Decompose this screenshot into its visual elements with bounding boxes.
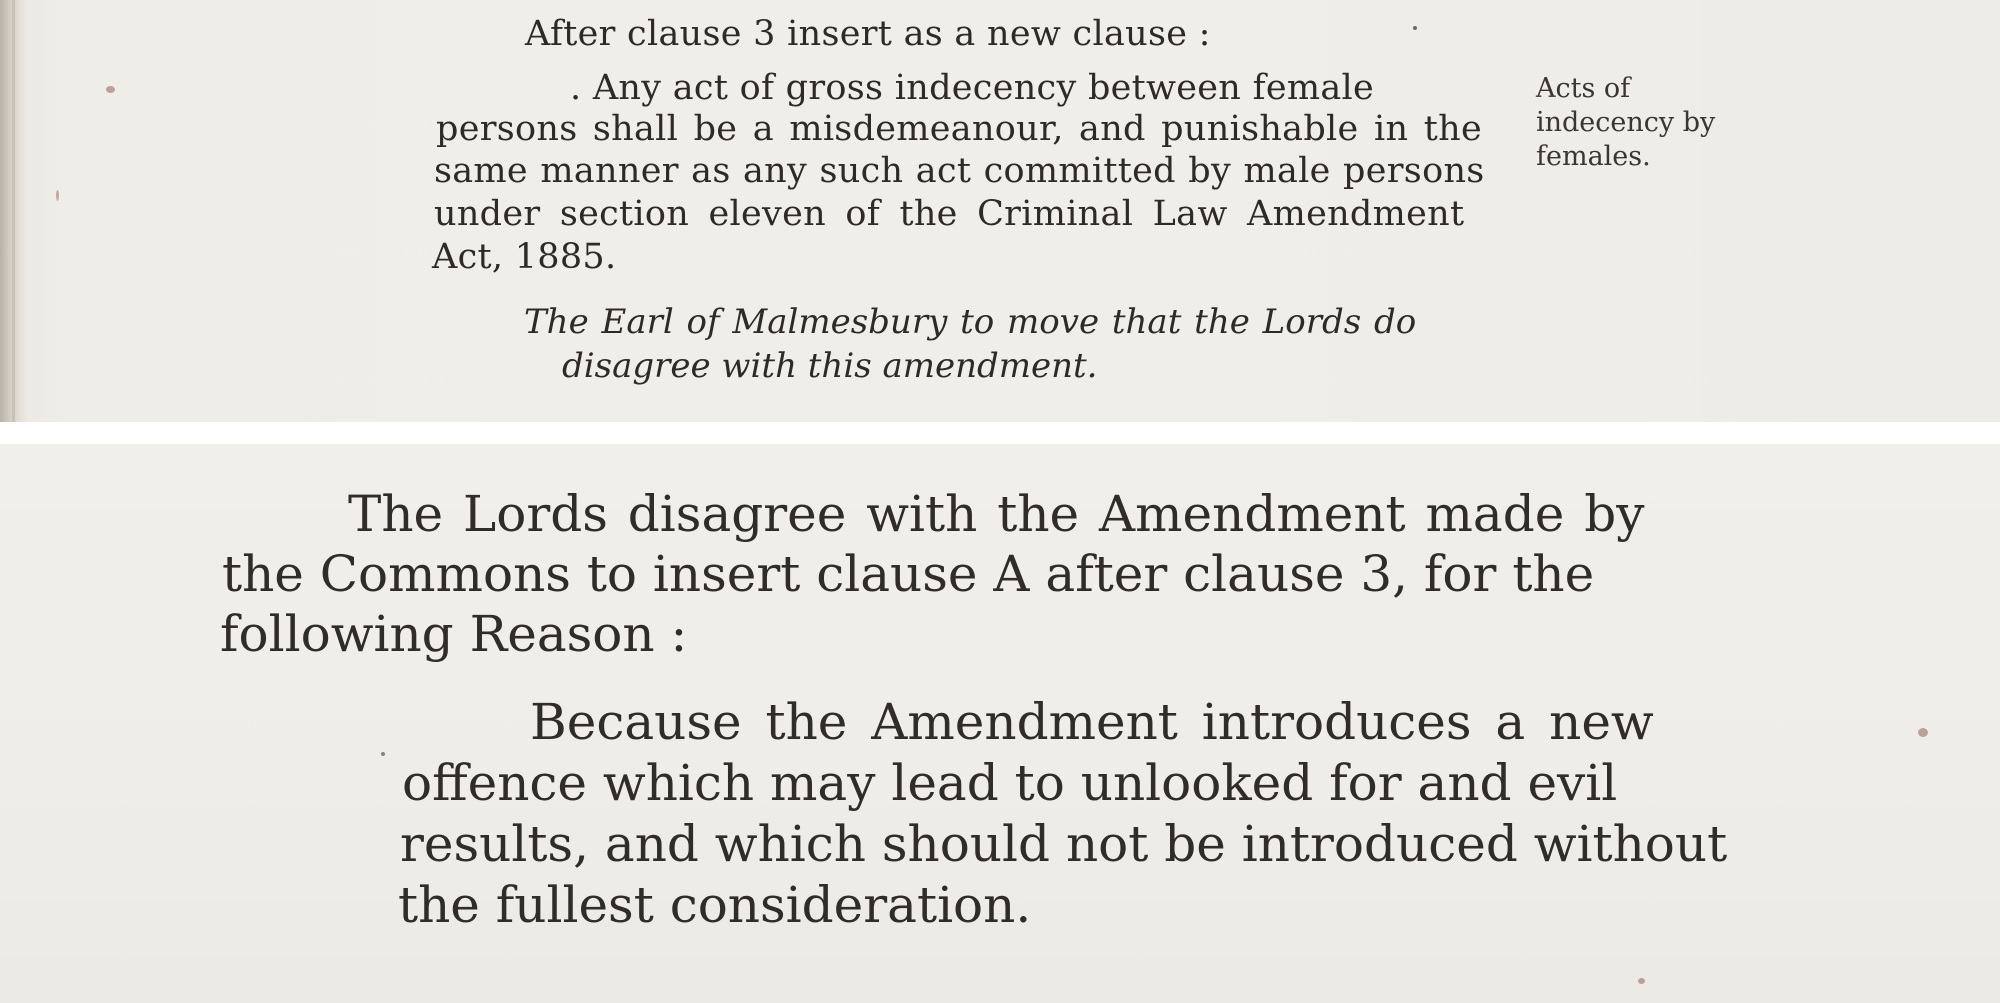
reason-line: results, and which should not be introduced without <box>400 815 1728 873</box>
reason-line: the fullest consideration. <box>398 876 1032 934</box>
paper-speck <box>1413 26 1417 30</box>
marginal-note <box>1536 72 1715 174</box>
clause-line: Act, 1885. <box>432 237 617 277</box>
resolution-line: The Lords disagree with the Amendment made by <box>348 485 1645 543</box>
clause-heading: After clause 3 insert as a new clause : <box>525 14 1211 54</box>
page-edge-line <box>12 0 15 422</box>
top-excerpt <box>0 0 2000 422</box>
clause-line: under section eleven of the Criminal Law Amendment <box>434 194 1465 234</box>
clause-line: same manner as any such act committed by male persons <box>434 151 1485 191</box>
book-spine-shadow <box>0 0 30 422</box>
paper-speck <box>106 86 115 93</box>
resolution-line: the Commons to insert clause A after clause 3, for the <box>222 545 1595 603</box>
resolution-line: following Reason : <box>220 605 688 663</box>
reason-line: Because the Amendment introduces a new <box>530 693 1654 751</box>
marginal-note-line: females. <box>1536 141 1651 172</box>
paper-speck <box>1918 728 1928 737</box>
clause-line: . Any act of gross indecency between female <box>570 68 1375 108</box>
paper-speck <box>1638 978 1645 984</box>
paper-speck <box>56 190 59 201</box>
motion-line: disagree with this amendment. <box>562 346 1098 386</box>
reason-line: offence which may lead to unlooked for and evil <box>402 754 1618 812</box>
paper-speck <box>381 752 385 756</box>
clause-line: persons shall be a misdemeanour, and punishable in the <box>436 109 1482 149</box>
marginal-note-line: indecency by <box>1536 107 1716 138</box>
marginal-note-line: Acts of <box>1536 73 1631 104</box>
motion-line: The Earl of Malmesbury to move that the Lords do <box>524 302 1417 342</box>
bottom-excerpt <box>0 444 2000 1003</box>
